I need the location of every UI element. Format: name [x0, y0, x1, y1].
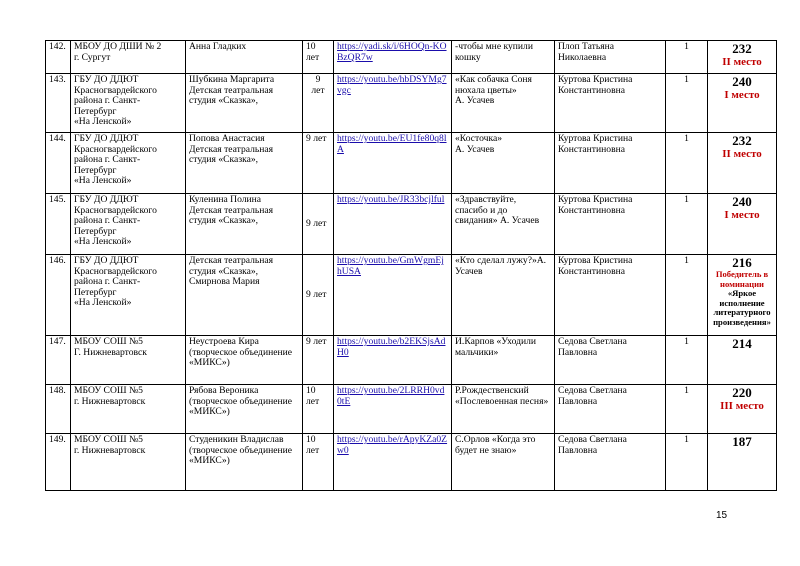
video-link[interactable]: https://youtu.be/EU1fe80q8lA	[337, 133, 447, 155]
age-cell: 9 лет	[303, 255, 334, 336]
table-row	[46, 41, 777, 74]
age-cell: 10 лет	[303, 41, 334, 74]
results-table	[45, 40, 777, 491]
link-cell	[334, 336, 452, 385]
participant-cell: Попова Анастасия Детская театральная студия «Сказка»,	[186, 133, 303, 194]
count-cell: 1	[666, 385, 708, 434]
row-number: 148.	[46, 385, 71, 434]
score-points: 232	[732, 41, 752, 56]
organization-cell: МБОУ ДО ДШИ № 2 г. Сургут	[71, 41, 186, 74]
video-link[interactable]: https://youtu.be/b2EKSjsAdH0	[337, 336, 446, 358]
score-points: 187	[732, 434, 752, 449]
place-label: I место	[724, 209, 760, 221]
teacher-cell: Куртова Кристина Константиновна	[555, 74, 666, 133]
link-cell	[334, 133, 452, 194]
work-cell: «Здравствуйте, спасибо и до свидания» А. Усачев	[452, 194, 555, 255]
score-cell	[708, 74, 777, 133]
table-row	[46, 434, 777, 491]
teacher-cell: Куртова Кристина Константиновна	[555, 133, 666, 194]
teacher-cell: Седова Светлана Павловна	[555, 434, 666, 491]
work-cell: С.Орлов «Когда это будет не знаю»	[452, 434, 555, 491]
score-points: 214	[732, 336, 752, 351]
row-number: 147.	[46, 336, 71, 385]
organization-cell: МБОУ СОШ №5 г. Нижневартовск	[71, 385, 186, 434]
page-number: 15	[716, 510, 728, 521]
count-cell: 1	[666, 255, 708, 336]
link-cell	[334, 434, 452, 491]
count-cell: 1	[666, 74, 708, 133]
video-link[interactable]: https://youtu.be/JR33bcjlful	[337, 194, 445, 205]
participant-cell: Рябова Вероника (творческое объединение «МИКС»)	[186, 385, 303, 434]
participant-cell: Студеникин Владислав (творческое объединение «МИКС»)	[186, 434, 303, 491]
row-number: 146.	[46, 255, 71, 336]
place-label: II место	[722, 148, 762, 160]
table-row	[46, 255, 777, 336]
row-number: 142.	[46, 41, 71, 74]
score-cell	[708, 385, 777, 434]
participant-cell: Куленина Полина Детская театральная студия «Сказка»,	[186, 194, 303, 255]
organization-cell: ГБУ ДО ДДЮТ Красногвардейского района г. Санкт-Петербург «На Ленской»	[71, 74, 186, 133]
place-label: III место	[720, 400, 764, 412]
link-cell	[334, 255, 452, 336]
organization-cell: ГБУ ДО ДДЮТ Красногвардейского района г. Санкт-Петербург «На Ленской»	[71, 133, 186, 194]
table-row	[46, 74, 777, 133]
score-cell	[708, 336, 777, 385]
age-cell: 9 лет	[303, 194, 334, 255]
table-row	[46, 385, 777, 434]
work-cell: Р.Рождественский «Послевоенная песня»	[452, 385, 555, 434]
score-points: 220	[732, 385, 752, 400]
video-link[interactable]: https://yadi.sk/i/6HOQn-KOBzQR7w	[337, 41, 447, 63]
age-cell: 10 лет	[303, 434, 334, 491]
organization-cell: ГБУ ДО ДДЮТ Красногвардейского района г. Санкт-Петербург «На Ленской»	[71, 255, 186, 336]
score-points: 240	[732, 194, 752, 209]
link-cell	[334, 41, 452, 74]
link-cell	[334, 74, 452, 133]
score-points: 216	[732, 255, 752, 270]
place-label: I место	[724, 89, 760, 101]
count-cell: 1	[666, 434, 708, 491]
teacher-cell: Плоп Татьяна Николаевна	[555, 41, 666, 74]
nomination-label: Победитель в номинации	[715, 269, 769, 289]
organization-cell: МБОУ СОШ №5 Г. Нижневартовск	[71, 336, 186, 385]
participant-cell: Анна Гладких	[186, 41, 303, 74]
score-points: 240	[732, 74, 752, 89]
place-label: II место	[722, 56, 762, 68]
work-cell: -чтобы мне купили кошку	[452, 41, 555, 74]
count-cell: 1	[666, 336, 708, 385]
row-number: 149.	[46, 434, 71, 491]
link-cell	[334, 194, 452, 255]
row-number: 143.	[46, 74, 71, 133]
teacher-cell: Седова Светлана Павловна	[555, 336, 666, 385]
participant-cell: Неустроева Кира (творческое объединение «МИКС»)	[186, 336, 303, 385]
row-number: 145.	[46, 194, 71, 255]
count-cell: 1	[666, 133, 708, 194]
table-row	[46, 336, 777, 385]
participant-cell: Детская театральная студия «Сказка», Смирнова Мария	[186, 255, 303, 336]
age-cell: 9 лет	[303, 74, 334, 133]
work-cell: «Как собачка Соня нюхала цветы» А. Усачев	[452, 74, 555, 133]
score-cell	[708, 133, 777, 194]
count-cell: 1	[666, 41, 708, 74]
age-cell: 9 лет	[303, 133, 334, 194]
video-link[interactable]: https://youtu.be/GmWgmEjhUSA	[337, 255, 444, 277]
row-number: 144.	[46, 133, 71, 194]
score-cell	[708, 434, 777, 491]
participant-cell: Шубкина Маргарита Детская театральная студия «Сказка»,	[186, 74, 303, 133]
video-link[interactable]: https://youtu.be/2LRRH0vd0tE	[337, 385, 445, 407]
table-row	[46, 194, 777, 255]
work-cell: «Косточка» А. Усачев	[452, 133, 555, 194]
score-cell	[708, 41, 777, 74]
teacher-cell: Седова Светлана Павловна	[555, 385, 666, 434]
organization-cell: ГБУ ДО ДДЮТ Красногвардейского района г. Санкт-Петербург «На Ленской»	[71, 194, 186, 255]
teacher-cell: Куртова Кристина Константиновна	[555, 255, 666, 336]
age-cell: 10 лет	[303, 385, 334, 434]
table-row	[46, 133, 777, 194]
work-cell: «Кто сделал лужу?»А. Усачев	[452, 255, 555, 336]
video-link[interactable]: https://youtu.be/hbDSYMg7vgc	[337, 74, 447, 96]
age-cell: 9 лет	[303, 336, 334, 385]
count-cell: 1	[666, 194, 708, 255]
teacher-cell: Куртова Кристина Константиновна	[555, 194, 666, 255]
score-cell	[708, 255, 777, 336]
score-points: 232	[732, 133, 752, 148]
score-cell	[708, 194, 777, 255]
organization-cell: МБОУ СОШ №5 г. Нижневартовск	[71, 434, 186, 491]
nomination-name: «Яркое исполнение литературного произведения»	[713, 288, 771, 327]
link-cell	[334, 385, 452, 434]
video-link[interactable]: https://youtu.be/rApyKZa0Zw0	[337, 434, 448, 456]
work-cell: И.Карпов «Уходили мальчики»	[452, 336, 555, 385]
